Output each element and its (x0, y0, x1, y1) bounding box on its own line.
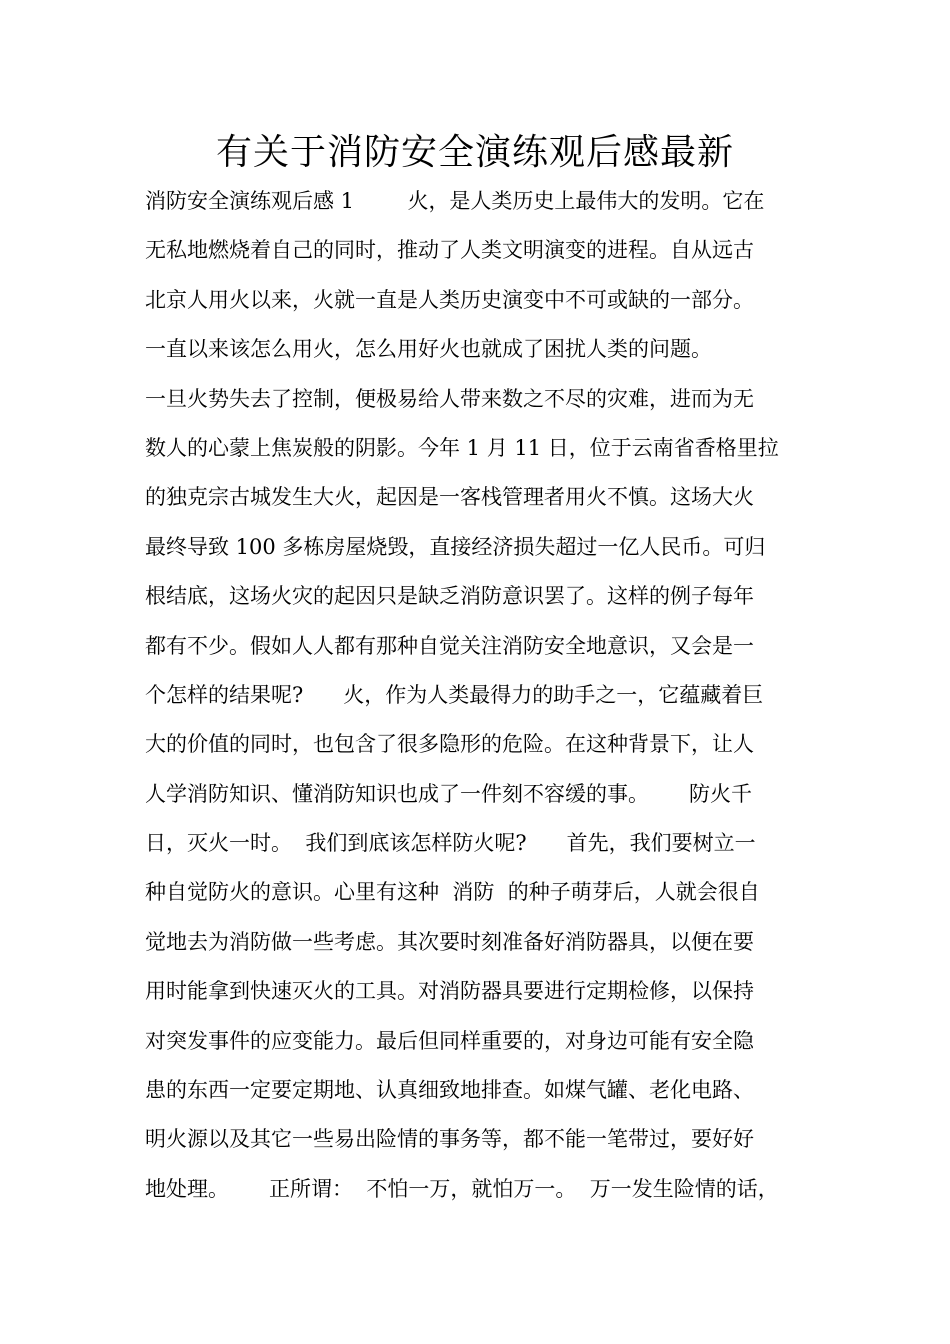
body-line: 对突发事件的应变能力。最后但同样重要的，对身边可能有安全隐 (145, 1028, 754, 1053)
body-line: 都有不少。假如人人都有那种自觉关注消防安全地意识，又会是一 (145, 633, 754, 658)
document-title: 有关于消防安全演练观后感最新 (215, 132, 734, 173)
body-line: 地处理。 正所谓： 不怕一万，就怕万一。 万一发生险情的话， (145, 1176, 779, 1201)
body-line: 明火源以及其它一些易出险情的事务等，都不能一笔带过，要好好 (145, 1127, 754, 1152)
document-body (145, 181, 815, 1218)
body-line: 最终导致 100 多栋房屋烧毁，直接经济损失超过一亿人民币。可归 (145, 534, 766, 559)
body-line: 消防安全演练观后感 1 火，是人类历史上最伟大的发明。它在 (145, 189, 765, 213)
body-line: 人学消防知识、懂消防知识也成了一件刻不容缓的事。 防火千 (145, 781, 753, 806)
body-line: 个怎样的结果呢? 火，作为人类最得力的助手之一，它蕴藏着巨 (145, 682, 764, 707)
body-line: 患的东西一定要定期地、认真细致地排查。如煤气罐、老化电路、 (145, 1078, 754, 1103)
body-line: 的独克宗古城发生大火，起因是一客栈管理者用火不慎。这场大火 (145, 485, 754, 510)
body-line: 一旦火势失去了控制，便极易给人带来数之不尽的灾难，进而为无 (145, 386, 754, 411)
body-line: 数人的心蒙上焦炭般的阴影。今年 1 月 11 日，位于云南省香格里拉 (145, 435, 779, 460)
body-line: 觉地去为消防做一些考虑。其次要时刻准备好消防器具，以便在要 (145, 929, 754, 954)
body-line: 日，灭火一时。 我们到底该怎样防火呢? 首先，我们要树立一 (145, 831, 756, 856)
body-line: 无私地燃烧着自己的同时，推动了人类文明演变的进程。自从远古 (145, 238, 754, 263)
body-line: 种自觉防火的意识。心里有这种 消防 的种子萌芽后，人就会很自 (145, 880, 760, 905)
body-line: 大的价值的同时，也包含了很多隐形的危险。在这种背景下，让人 (145, 732, 754, 757)
body-line: 北京人用火以来，火就一直是人类历史演变中不可或缺的一部分。 (145, 287, 754, 312)
body-line: 一直以来该怎么用火，怎么用好火也就成了困扰人类的问题。 (145, 337, 712, 362)
body-line: 用时能拿到快速灭火的工具。对消防器具要进行定期检修，以保持 (145, 979, 754, 1004)
body-line: 根结底，这场火灾的起因只是缺乏消防意识罢了。这样的例子每年 (145, 584, 754, 609)
